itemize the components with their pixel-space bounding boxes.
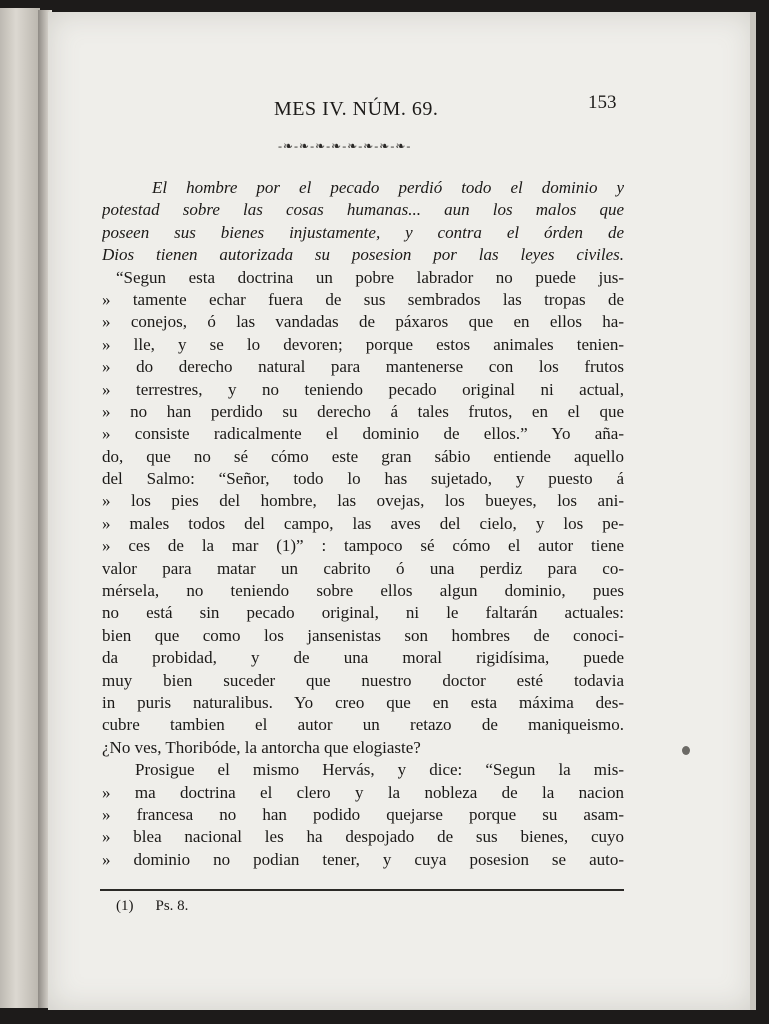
- text-line: ¿No ves, Thoribóde, la antorcha que elogiaste?: [102, 737, 421, 757]
- text-line: Dios tienen autorizada su posesion por las leyes civiles.: [102, 245, 624, 265]
- text-line: valor para matar un cabrito ó una perdiz para co-: [102, 558, 624, 578]
- text-line: muy bien suceder que nuestro doctor esté todavia: [102, 670, 624, 690]
- text-line: » terrestres, y no teniendo pecado original ni actual,: [102, 379, 624, 399]
- running-title: MES IV. NÚM. 69.: [274, 98, 439, 120]
- page-number: 153: [588, 92, 617, 113]
- text-line: » ces de la mar (1)” : tampoco sé cómo el autor tiene: [102, 536, 624, 556]
- ornament-divider: -❧-❧-❧-❧-❧-❧-❧-❧-: [278, 139, 412, 153]
- text-line: “Segun esta doctrina un pobre labrador no puede jus-: [116, 267, 624, 287]
- left-page-edge: [0, 8, 40, 1008]
- text-line: da probidad, y de una moral rigidísima, puede: [102, 648, 624, 668]
- footnote: [116, 898, 210, 915]
- text-line: » do derecho natural para mantenerse con los frutos: [102, 357, 624, 377]
- page-right-edge: [750, 12, 756, 1010]
- text-line: potestad sobre las cosas humanas... aun los malos que: [102, 200, 624, 220]
- text-line: mérsela, no teniendo sobre ellos algun dominio, pues: [102, 581, 624, 601]
- text-line: » ma doctrina el clero y la nobleza de la nacion: [102, 782, 624, 802]
- text-line: » los pies del hombre, las ovejas, los bueyes, los ani-: [102, 491, 624, 511]
- text-line: » no han perdido su derecho á tales frutos, en el que: [102, 401, 624, 421]
- text-line: Prosigue el mismo Hervás, y dice: “Segun la mis-: [135, 760, 624, 780]
- text-line: » lle, y se lo devoren; porque estos animales tenien-: [102, 334, 624, 354]
- text-line: del Salmo: “Señor, todo lo has sujetado, y puesto á: [102, 469, 624, 489]
- page-header: [48, 90, 754, 130]
- body-text: [102, 177, 624, 871]
- footnote-text: Ps. 8.: [155, 898, 189, 914]
- text-line: no está sin pecado original, ni le faltarán actuales:: [102, 603, 624, 623]
- text-line: » dominio no podian tener, y cuya posesion se auto-: [102, 849, 624, 869]
- footnote-rule: [100, 889, 624, 891]
- text-line: » tamente echar fuera de sus sembrados las tropas de: [102, 289, 624, 309]
- text-line: » blea nacional les ha despojado de sus bienes, cuyo: [102, 827, 624, 847]
- text-line: El hombre por el pecado perdió todo el dominio y: [152, 178, 624, 197]
- text-line: cubre tambien el autor un retazo de maniqueismo.: [102, 715, 624, 735]
- footnote-marker: (1): [116, 898, 134, 914]
- paper-speck: [682, 746, 690, 755]
- text-line: poseen sus bienes injustamente, y contra el órden de: [102, 222, 624, 242]
- text-line: » males todos del campo, las aves del cielo, y los pe-: [102, 513, 624, 533]
- text-line: bien que como los jansenistas son hombres de conoci-: [102, 625, 624, 645]
- text-line: » francesa no han podido quejarse porque su asam-: [102, 804, 624, 824]
- text-line: » conejos, ó las vandadas de páxaros que en ellos ha-: [102, 312, 624, 332]
- text-line: » consiste radicalmente el dominio de ellos.” Yo aña-: [102, 424, 624, 444]
- book-page: [48, 12, 754, 1010]
- text-line: do, que no sé cómo este gran sábio entiende aquello: [102, 446, 624, 466]
- text-line: in puris naturalibus. Yo creo que en esta máxima des-: [102, 692, 624, 712]
